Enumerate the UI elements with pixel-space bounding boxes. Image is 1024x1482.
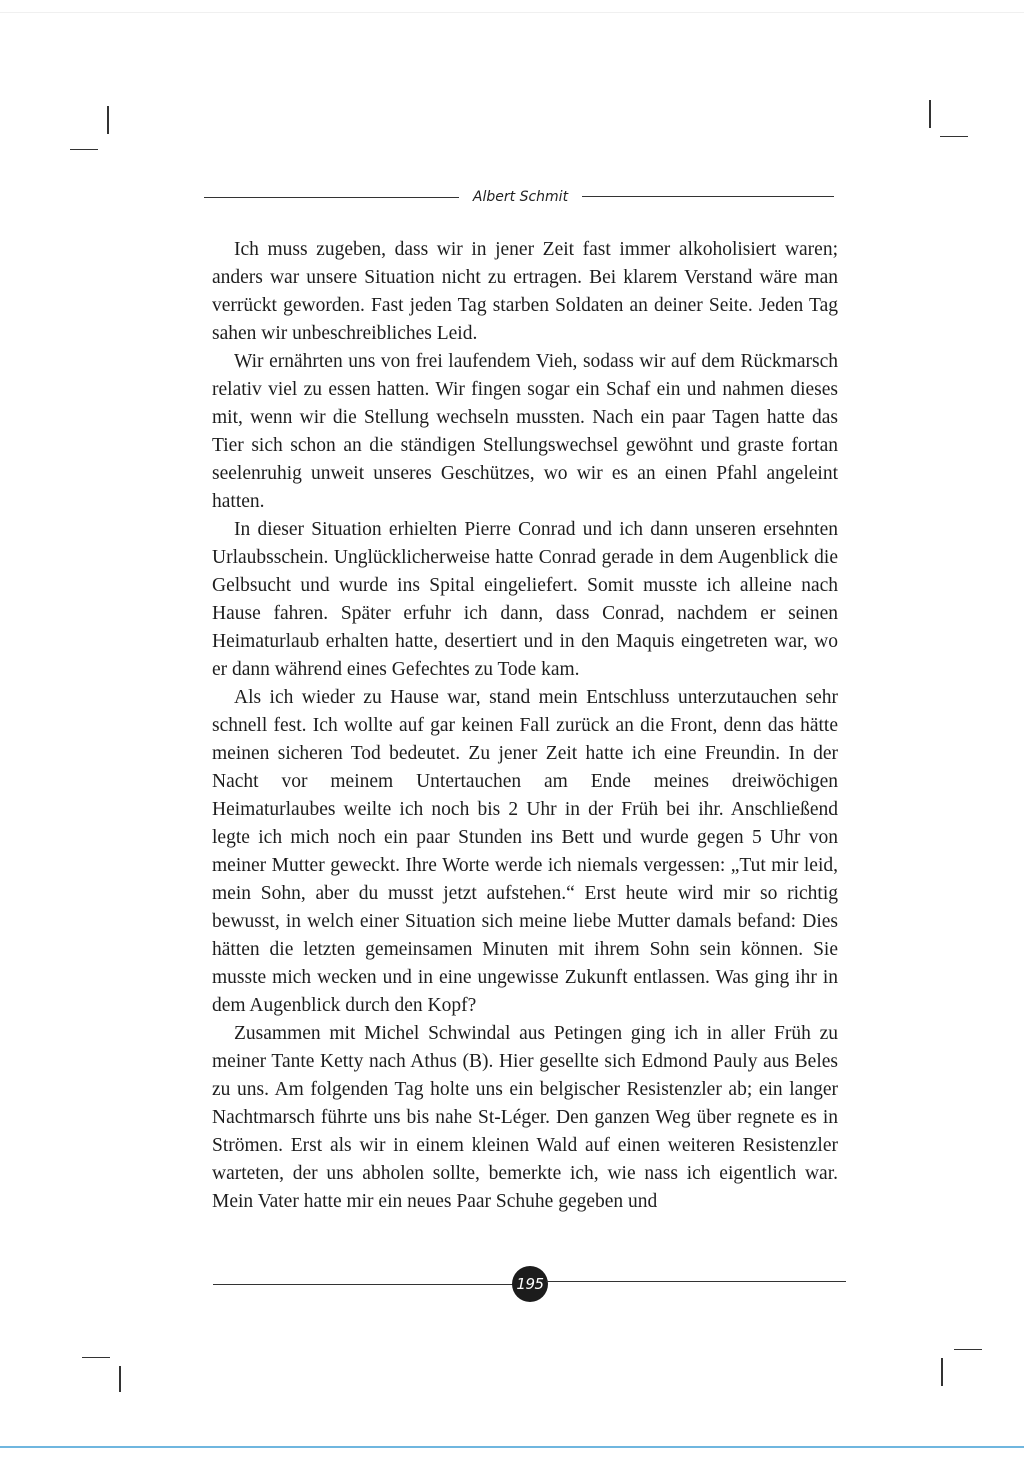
scan-top-edge bbox=[0, 12, 1024, 13]
page-number-badge: 195 bbox=[512, 1266, 548, 1302]
scan-bottom-edge bbox=[0, 1446, 1024, 1448]
paragraph: Wir ernährten uns von frei laufendem Vieh, sodass wir auf dem Rückmarsch relativ viel zu essen hatten. Wir fingen sogar ein Schaf ein und nahmen dieses mit, wenn wir die Stellung wechseln mussten. Nach ein paar Tagen hatte das Tier sich schon an die ständigen Stellungswechsel gewöhnt und graste fortan seelenruhig unweit unseres Geschützes, wo wir es an einen Pfahl angeleint hatten. bbox=[212, 351, 838, 512]
body-text bbox=[212, 236, 838, 1216]
page-footer bbox=[213, 1266, 846, 1302]
crop-mark-top-left-vertical bbox=[107, 106, 109, 134]
footer-rule-left bbox=[213, 1284, 513, 1285]
header-rule-left bbox=[204, 197, 459, 198]
header-rule-right bbox=[582, 196, 834, 197]
running-header bbox=[204, 186, 834, 208]
paragraph: Zusammen mit Michel Schwindal aus Petingen ging ich in aller Früh zu meiner Tante Ketty nach Athus (B). Hier gesellte sich Edmond Pauly aus Beles zu uns. Am folgenden Tag holte uns ein belgischer Resistenzler ab; ein langer Nachtmarsch führte uns bis nahe St-Léger. Den ganzen Weg über regnete es in Strömen. Erst als wir in einem kleinen Wald auf einen weiteren Resistenzler warteten, der uns abholen sollte, bemerkte ich, wie nass ich eigentlich war. Mein Vater hatte mir ein neues Paar Schuhe gegeben und bbox=[212, 1023, 838, 1212]
crop-mark-bottom-right-horizontal bbox=[954, 1349, 982, 1350]
paragraph: Ich muss zugeben, dass wir in jener Zeit fast immer alkoholisiert waren; anders war unsere Situation nicht zu ertragen. Bei klarem Verstand wäre man verrückt geworden. Fast jeden Tag starben Soldaten an deiner Seite. Jeden Tag sahen wir unbeschreibliches Leid. bbox=[212, 239, 838, 344]
crop-mark-bottom-left-horizontal bbox=[82, 1357, 110, 1358]
crop-mark-top-right-vertical bbox=[929, 100, 931, 128]
paragraph: In dieser Situation erhielten Pierre Conrad und ich dann unseren ersehnten Urlaubsschein. Unglücklicherweise hatte Conrad gerade in dem Augenblick die Gelbsucht und wurde ins Spital eingeliefert. Somit musste ich alleine nach Hause fahren. Später erfuhr ich dann, dass Conrad, nachdem er seinen Heimaturlaub erhalten hatte, desertiert und in den Maquis eingetreten war, wo er dann während eines Gefechtes zu Tode kam. bbox=[212, 519, 838, 680]
crop-mark-bottom-left-vertical bbox=[119, 1366, 121, 1392]
crop-mark-bottom-right-vertical bbox=[941, 1358, 943, 1386]
running-title: Albert Schmit bbox=[472, 189, 569, 205]
crop-mark-top-left-horizontal bbox=[70, 149, 98, 150]
paragraph: Als ich wieder zu Hause war, stand mein Entschluss unterzutauchen sehr schnell fest. Ich wollte auf gar keinen Fall zurück an die Front, denn das hätte meinen sicheren Tod bedeutet. Zu jener Zeit hatte ich eine Freundin. In der Nacht vor meinem Untertauchen am Ende meines dreiwöchigen Heimaturlaubes weilte ich noch bis 2 Uhr in der Früh bei ihr. Anschließend legte ich mich noch ein paar Stunden ins Bett und wurde gegen 5 Uhr von meiner Mutter geweckt. Ihre Worte werde ich niemals vergessen: „Tut mir leid, mein Sohn, aber du musst jetzt aufstehen.“ Erst heute wird mir so richtig bewusst, in welch einer Situation sich meine liebe Mutter damals befand: Dies hätten die letzten gemeinsamen Minuten mit ihrem Sohn sein können. Sie musste mich wecken und in eine ungewisse Zukunft entlassen. Was ging ihr in dem Augenblick durch den Kopf? bbox=[212, 687, 838, 1016]
crop-mark-top-right-horizontal bbox=[940, 136, 968, 137]
footer-rule-right bbox=[546, 1281, 846, 1282]
